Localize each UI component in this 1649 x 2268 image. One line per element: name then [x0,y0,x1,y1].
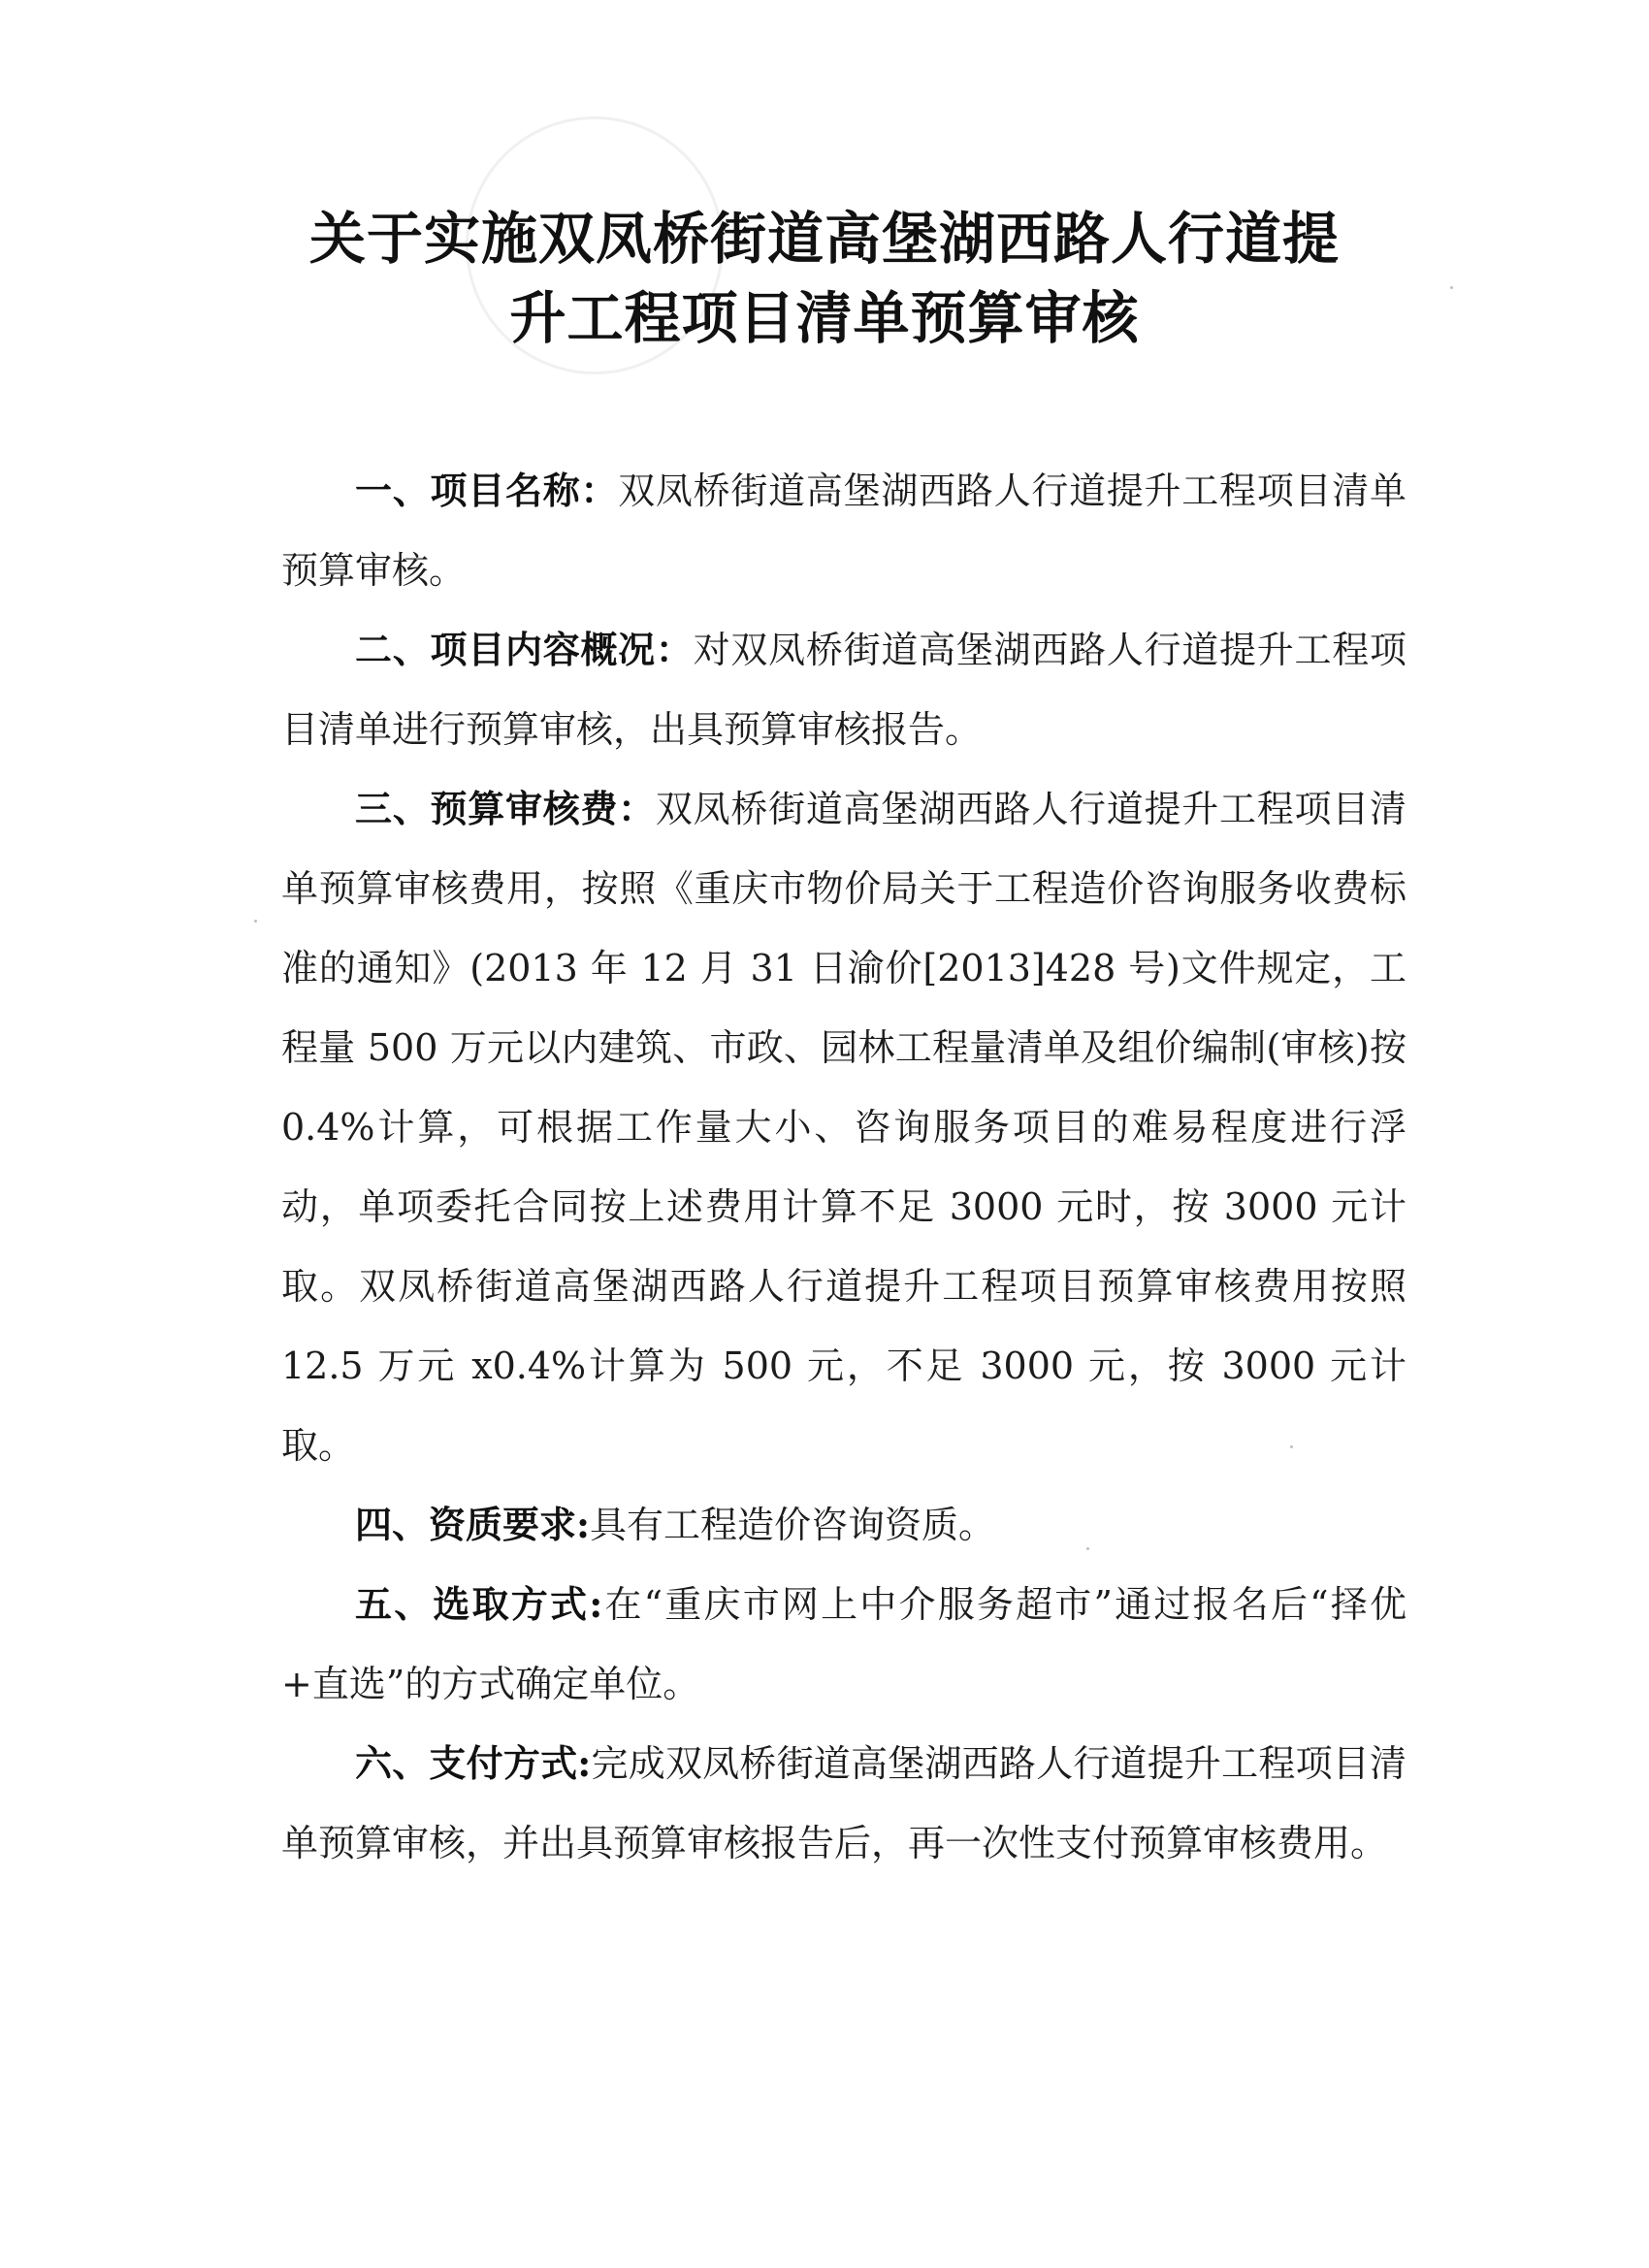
scan-speck [1290,1445,1293,1448]
document-title [242,199,1406,358]
section-selection-method [281,1565,1406,1724]
section-text: 完成双凤桥街道高堡湖西路人行道提升工程项目清单预算审核，并出具预算审核报告后，再一次性支付预算审核费用。 [281,1742,1406,1864]
section-text: 对双凤桥街道高堡湖西路人行道提升工程项目清单进行预算审核，出具预算审核报告。 [281,629,1406,751]
section-budget-fee [281,769,1406,1485]
scan-speck [1450,286,1453,289]
title-line-1: 关于实施双凤桥街道高堡湖西路人行道提 [308,206,1340,272]
document-body [281,451,1406,1883]
section-label: 三、预算审核费： [355,787,656,830]
section-project-name [281,451,1406,610]
section-label: 五、选取方式: [355,1582,603,1626]
section-text: 双凤桥街道高堡湖西路人行道提升工程项目清单预算审核费用，按照《重庆市物价局关于工程造价咨询服务收费标准的通知》(2013 年 12 月 31 日渝价[2013]428 号)文件规定，工程量 500 万元以内建筑、市政、园林工程量清单及组价编制(审核)按 0.4%计算，可根据工作量大小、咨询服务项目的难易程度进行浮动，单项委托合同按上述费用计算不足 3000 元时，按 3000 元计取。双凤桥街道高堡湖西路人行道提升工程项目预算审核费用按照 12.5 万元 x0.4%计算为 500 元，不足 3000 元，按 3000 元计取。 [281,788,1406,1467]
section-payment-method [281,1724,1406,1883]
section-text: 在“重庆市网上中介服务超市”通过报名后“择优+直选”的方式确定单位。 [281,1583,1406,1705]
section-label: 一、项目名称： [355,469,619,512]
section-label: 四、资质要求: [355,1503,591,1546]
title-line-2: 升工程项目清单预算审核 [509,285,1140,351]
section-project-overview [281,610,1406,769]
section-qualification [281,1485,1406,1565]
section-text: 具有工程造价咨询资质。 [590,1504,996,1546]
section-text: 双凤桥街道高堡湖西路人行道提升工程项目清单预算审核。 [281,470,1406,592]
section-label: 六、支付方式: [355,1741,592,1785]
section-label: 二、项目内容概况： [355,628,694,671]
scan-speck [254,920,257,923]
scan-speck [1086,1547,1089,1550]
